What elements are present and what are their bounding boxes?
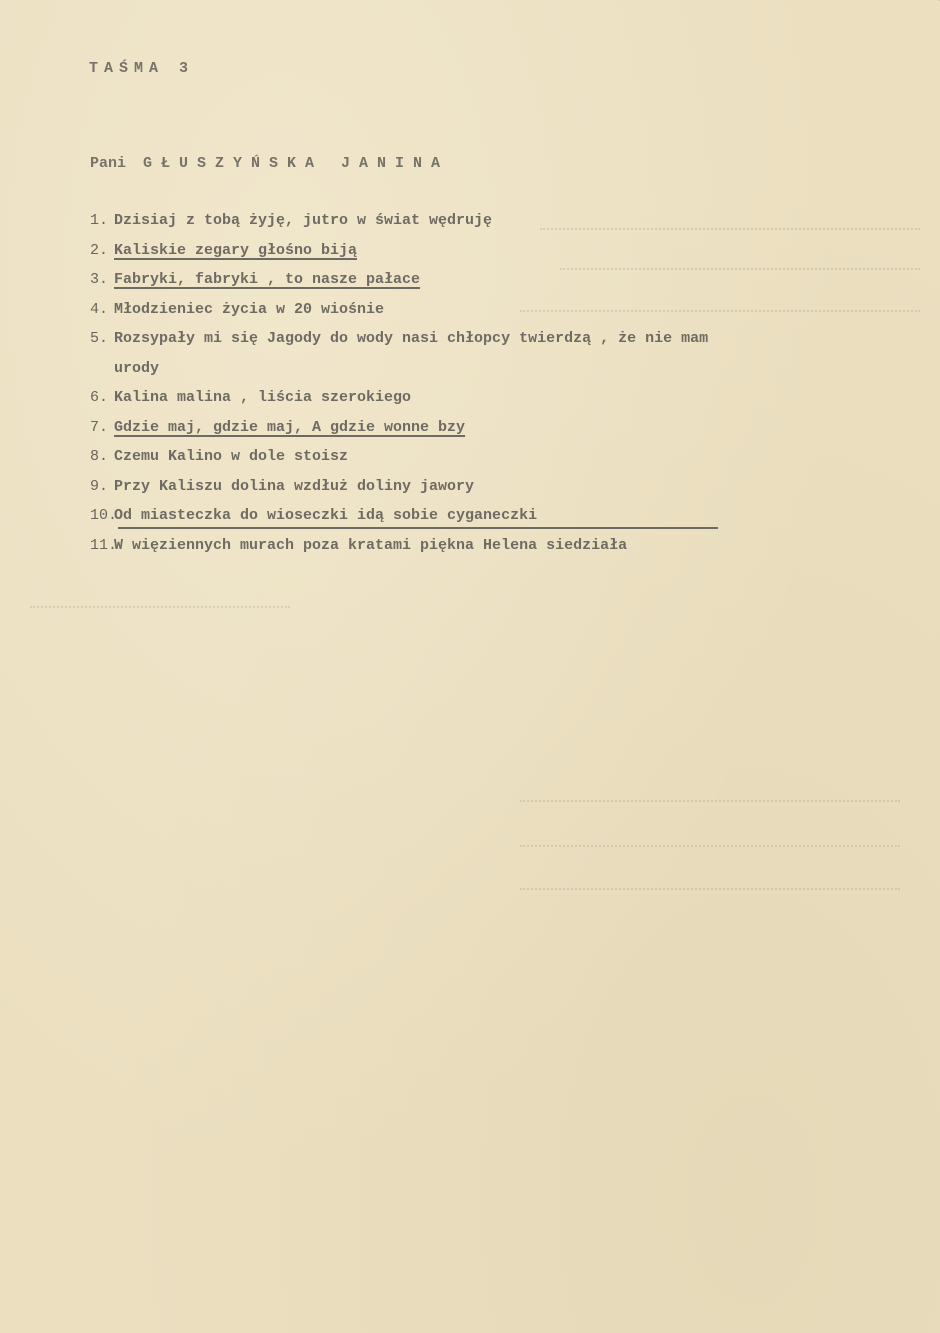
song-title: Kalina malina , liścia szerokiego <box>114 389 412 406</box>
song-title: Gdzie maj, gdzie maj, A gdzie wonne bzy <box>114 418 466 436</box>
song-title: Czemu Kalino w dole stoisz <box>114 448 349 465</box>
song-item <box>90 442 920 472</box>
song-number: 6. <box>90 389 109 406</box>
speaker-name: GŁUSZYŃSKA JANINA <box>143 155 450 172</box>
song-title: W więziennych murach poza kratami piękna Helena siedziała <box>114 536 628 554</box>
song-item <box>90 295 920 325</box>
faint-dot-leader <box>520 800 900 803</box>
song-item <box>90 531 920 561</box>
song-title: Młodzieniec życia w 20 wiośnie <box>114 300 385 318</box>
song-number: 11. <box>90 536 118 554</box>
song-title: Przy Kaliszu dolina wzdłuż doliny jawory <box>114 477 475 495</box>
song-number: 4. <box>90 300 109 318</box>
song-number: 9. <box>90 477 109 495</box>
song-title: Od miasteczka do wioseczki idą sobie cyganeczki <box>114 507 538 524</box>
song-item <box>90 501 920 531</box>
song-title-continuation: urody <box>114 359 160 377</box>
song-number: 10. <box>90 507 118 524</box>
song-item <box>90 472 920 502</box>
song-title: Dzisiaj z tobą żyję, jutro w świat wędruję <box>114 212 493 229</box>
song-number: 3. <box>90 271 109 288</box>
speaker-line <box>90 155 449 172</box>
faint-dot-leader <box>30 606 290 609</box>
song-number: 7. <box>90 418 109 436</box>
song-number: 5. <box>90 330 109 347</box>
song-item-continuation <box>90 354 920 384</box>
song-item <box>90 324 920 354</box>
tape-label: TAŚMA 3 <box>89 60 195 77</box>
speaker-prefix: Pani <box>90 155 127 172</box>
song-title: Rozsypały mi się Jagody do wody nasi chłopcy twierdzą , że nie mam <box>114 330 709 347</box>
song-item <box>90 265 920 295</box>
song-number: 2. <box>90 241 109 259</box>
faint-dot-leader <box>520 888 900 891</box>
song-title: Fabryki, fabryki , to nasze pałace <box>114 271 421 288</box>
song-item <box>90 413 920 443</box>
faint-dot-leader <box>520 845 900 848</box>
song-number: 1. <box>90 212 109 229</box>
song-number: 8. <box>90 448 109 465</box>
song-list <box>90 206 920 560</box>
song-item <box>90 206 920 236</box>
song-title: Kaliskie zegary głośno biją <box>114 241 358 259</box>
song-item <box>90 236 920 266</box>
song-item <box>90 383 920 413</box>
